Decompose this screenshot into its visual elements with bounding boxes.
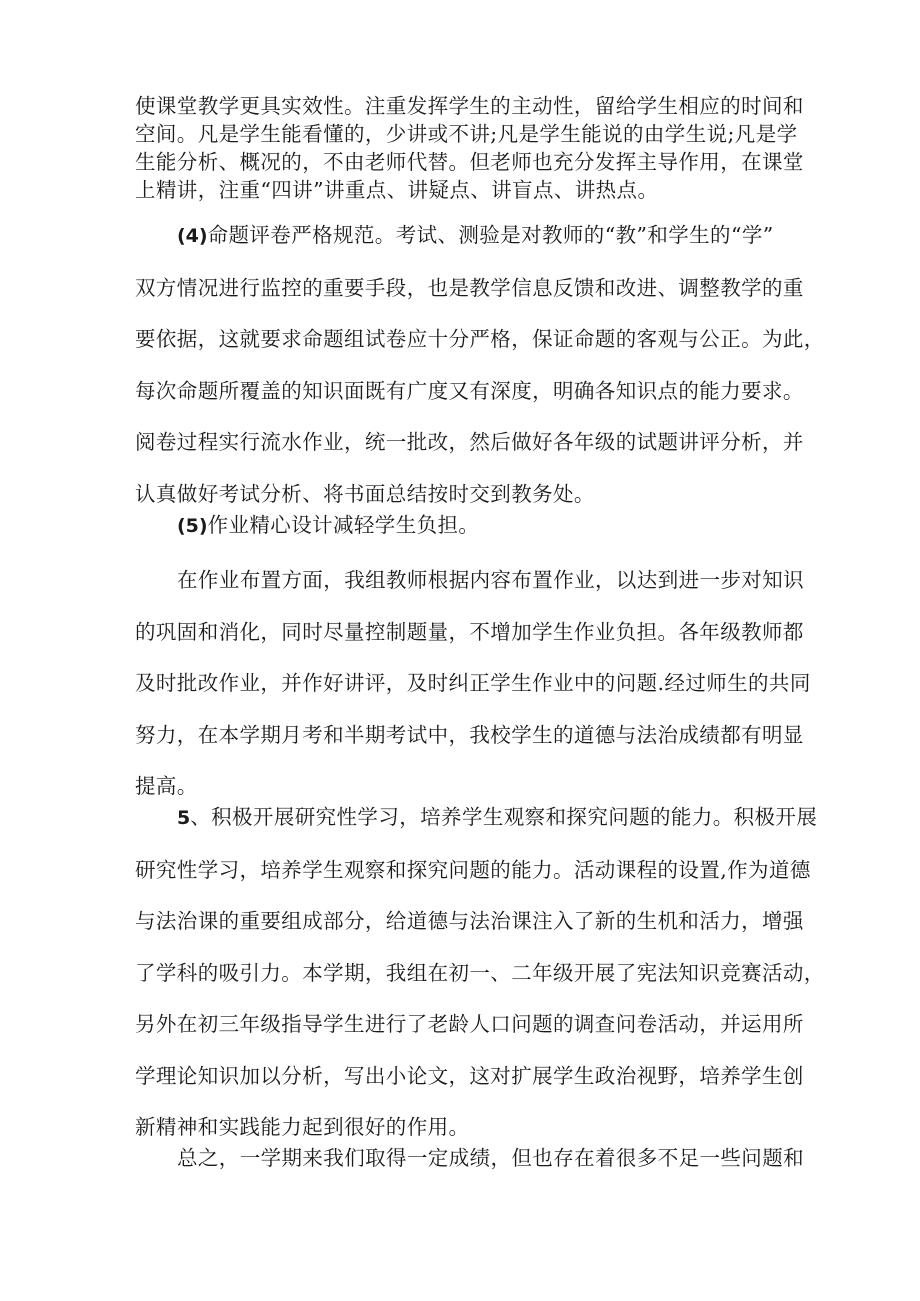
text-line: 的巩固和消化，同时尽量控制题量，不增加学生作业负担。各年级教师都 [135, 619, 804, 644]
item-number: 5 [177, 807, 191, 829]
text-line: 研究性学习，培养学生观察和探究问题的能力。活动课程的设置,作为道德 [135, 857, 811, 882]
paragraph-classroom-teaching [135, 92, 804, 204]
text-line: 学理论知识加以分析，写出小论文，这对扩展学生政治视野，培养学生创 [135, 1063, 804, 1088]
text-line: 总之，一学期来我们取得一定成绩，但也存在着很多不足一些问题和 [177, 1146, 804, 1170]
text-line-content: 作业精心设计减轻学生负担。 [207, 513, 480, 537]
text-line-content: 命题评卷严格规范。考试、测验是对教师的“教”和学生的“学” [207, 223, 774, 247]
paragraph-homework [135, 555, 811, 813]
paragraph-homework-heading [135, 500, 837, 553]
text-line: 认真做好考试分析、将书面总结按时交到教务处。 [135, 481, 595, 506]
text-line: 努力，在本学期月考和半期考试中，我校学生的道德与法治成绩都有明显 [135, 722, 804, 747]
text-line: 另外在初三年级指导学生进行了老龄人口问题的调查问卷活动，并运用所 [135, 1012, 804, 1036]
text-line: 新精神和实践能力起到很好的作用。 [135, 1115, 470, 1139]
text-line: 上精讲，注重“四讲”讲重点、讲疑点、讲盲点、讲热点。 [135, 178, 659, 202]
text-line: 及时批改作业，并作好讲评，及时纠正学生作业中的问题.经过师生的共同 [135, 671, 811, 695]
text-line [135, 792, 818, 845]
text-line: 生能分析、概况的，不由老师代替。但老师也充分发挥主导作用，在课堂 [135, 150, 804, 174]
text-line-content: 、积极开展研究性学习，培养学生观察和探究问题的能力。积极开展 [190, 805, 818, 829]
item-number: (4) [177, 225, 208, 247]
text-line [177, 500, 837, 553]
text-line: 双方情况进行监控的重要手段，也是教学信息反馈和改进、调整教学的重 [135, 275, 804, 300]
paragraph-summary [135, 1133, 804, 1185]
text-line: 了学科的吸引力。本学期，我组在初一、二年级开展了宪法知识竞赛活动， [135, 960, 825, 985]
text-line [135, 210, 795, 263]
text-line: 每次命题所覆盖的知识面既有广度又有深度，明确各知识点的能力要求。 [135, 378, 804, 403]
paragraph-research-learning [135, 792, 825, 1154]
text-line: 阅卷过程实行流水作业，统一批改，然后做好各年级的试题讲评分析，并 [135, 430, 804, 454]
text-line: 与法治课的重要组成部分，给道德与法治课注入了新的生机和活力，增强 [135, 909, 804, 933]
text-line: 使课堂教学更具实效性。注重发挥学生的主动性，留给学生相应的时间和 [135, 94, 804, 118]
item-number: (5) [177, 515, 208, 537]
text-line: 提高。 [135, 774, 198, 798]
paragraph-exam-grading [135, 210, 825, 520]
text-line: 要依据，这就要求命题组试卷应十分严格，保证命题的客观与公正。为此， [135, 327, 825, 351]
text-line: 空间。凡是学生能看懂的，少讲或不讲;凡是学生能说的由学生说;凡是学 [135, 122, 798, 146]
text-line: 在作业布置方面，我组教师根据内容布置作业，以达到进一步对知识 [177, 568, 804, 592]
